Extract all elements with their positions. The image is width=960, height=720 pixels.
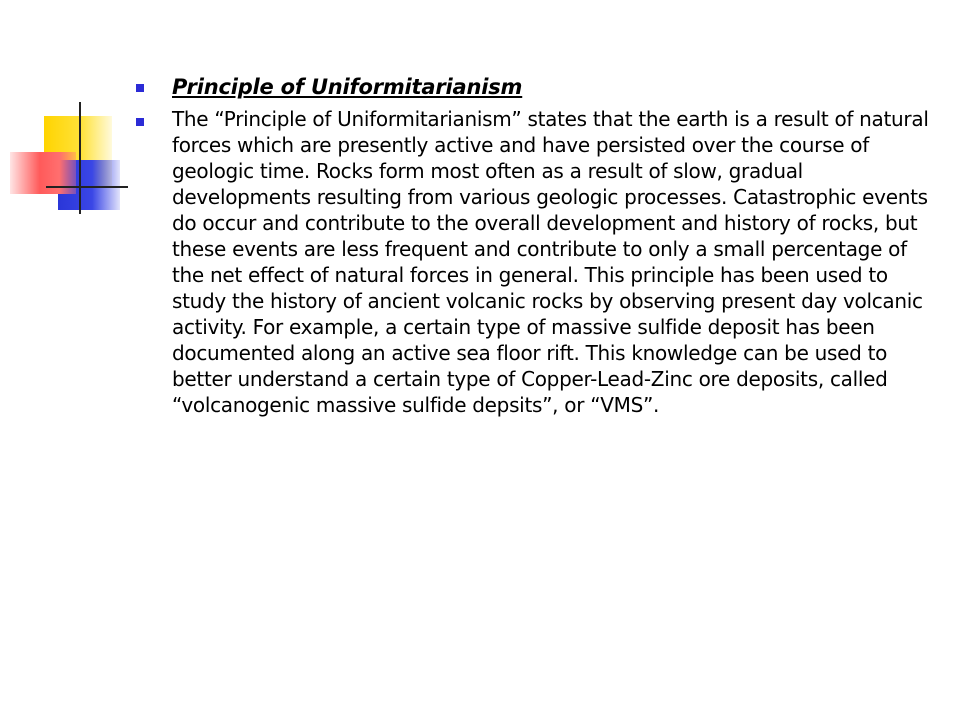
slide-heading: Principle of Uniformitarianism [172, 75, 523, 99]
bullet-list [134, 72, 934, 422]
bullet-item-body [134, 106, 934, 418]
square-bullet-icon [136, 84, 144, 92]
decorative-blocks-graphic [0, 0, 140, 230]
vertical-line [79, 102, 81, 214]
horizontal-line [46, 186, 128, 188]
square-bullet-icon [136, 118, 144, 126]
body-paragraph: The “Principle of Uniformitarianism” states that the earth is a result of natural forces which are presently active and have persisted over the course of geologic time. Rocks form most often as a result of slow, gradual developments resulting from various geologic processes. Catastrophic events do occur and contribute to the overall development and history of rocks, but these events are less frequent and contribute to only a small percentage of the net effect of natural forces in general. This principle has been used to study the history of ancient volcanic rocks by observing present day volcanic activity. For example, a certain type of massive sulfide deposit has been documented along an active sea floor rift. This knowledge can be used to better understand a certain type of Copper-Lead-Zinc ore deposits, called “volcanogenic massive sulfide depsits”, or “VMS”. [172, 107, 929, 417]
bullet-item-title [134, 72, 934, 102]
